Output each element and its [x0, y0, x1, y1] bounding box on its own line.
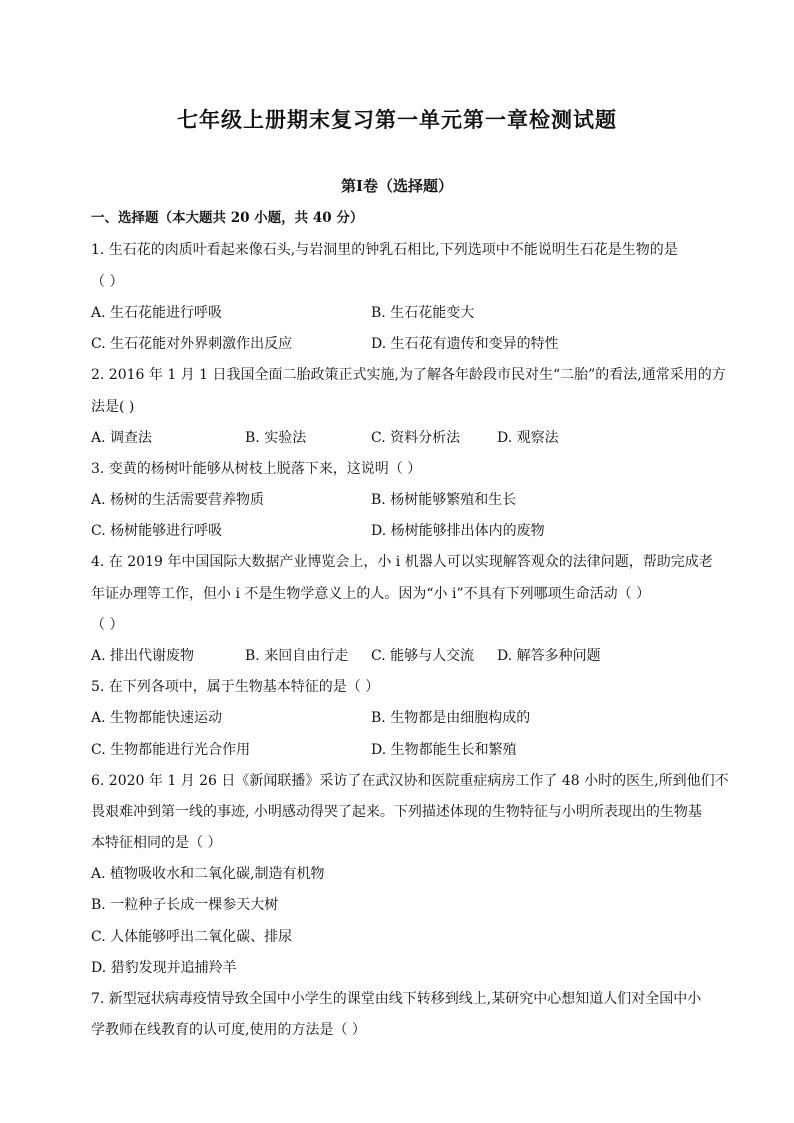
question-3-option-c: C. 杨树能够进行呼吸	[91, 523, 223, 539]
question-1-option-a: A. 生石花能进行呼吸	[91, 305, 223, 321]
question-6-option-d: D. 猎豹发现并追捕羚羊	[91, 960, 237, 976]
question-4-line-3: （ ）	[91, 617, 124, 633]
question-5-option-b: B. 生物都是由细胞构成的	[371, 710, 531, 726]
question-1-option-d: D. 生石花有遗传和变异的特性	[371, 336, 559, 352]
page-title: 七年级上册期末复习第一单元第一章检测试题	[177, 107, 617, 132]
question-2-line-2: 法是( )	[91, 399, 135, 415]
question-6-option-b: B. 一粒种子长成一棵参天大树	[91, 897, 279, 913]
question-2-line-1: 2. 2016 年 1 月 1 日我国全面二胎政策正式实施,为了解各年龄段市民对生“二胎”的看法,通常采用的方	[91, 367, 726, 383]
question-3-option-b: B. 杨树能够繁殖和生长	[371, 492, 517, 508]
section-header: 一、选择题（本大题共 20 小题，共 40 分）	[91, 210, 364, 226]
question-6-option-c: C. 人体能够呼出二氧化碳、排尿	[91, 929, 293, 945]
question-4-line-1: 4. 在 2019 年中国国际大数据产业博览会上，小 i 机器人可以实现解答观众的法律问题，帮助完成老	[91, 554, 713, 570]
question-4-option-d: D. 解答多种问题	[497, 648, 601, 664]
question-2-option-d: D. 观察法	[497, 430, 559, 446]
question-1-line-2: （ ）	[91, 274, 124, 290]
question-3-line-1: 3. 变黄的杨树叶能够从树枝上脱落下来，这说明（ ）	[91, 461, 422, 477]
question-6-option-a: A. 植物吸收水和二氧化碳,制造有机物	[91, 866, 325, 882]
question-1-line-1: 1. 生石花的肉质叶看起来像石头,与岩洞里的钟乳石相比,下列选项中不能说明生石花是生物的是	[91, 242, 678, 258]
question-2-option-c: C. 资料分析法	[371, 430, 461, 446]
question-6-line-2: 畏艰难冲到第一线的事迹, 小明感动得哭了起来。下列描述体现的生物特征与小明所表现出的生物基	[91, 804, 702, 820]
question-4-option-a: A. 排出代谢废物	[91, 648, 195, 664]
question-3-option-a: A. 杨树的生活需要营养物质	[91, 492, 265, 508]
question-5-line-1: 5. 在下列各项中，属于生物基本特征的是（ ）	[91, 679, 380, 695]
question-4-option-c: C. 能够与人交流	[371, 648, 475, 664]
question-2-option-a: A. 调查法	[91, 430, 153, 446]
question-5-option-a: A. 生物都能快速运动	[91, 710, 223, 726]
question-4-option-b: B. 来回自由行走	[245, 648, 349, 664]
question-5-option-d: D. 生物都能生长和繁殖	[371, 742, 517, 758]
question-4-line-2: 年证办理等工作，但小 i 不是生物学意义上的人。因为“小 i”不具有下列哪项生命活动（ ）	[91, 586, 651, 602]
question-3-option-d: D. 杨树能够排出体内的废物	[371, 523, 545, 539]
question-2-option-b: B. 实验法	[245, 430, 307, 446]
question-1-option-c: C. 生石花能对外界刺激作出反应	[91, 336, 293, 352]
question-6-line-1: 6. 2020 年 1 月 26 日《新闻联播》采访了在武汉协和医院重症病房工作了 48 小时的医生,所到他们不	[91, 773, 729, 789]
question-6-line-3: 本特征相同的是（ ）	[91, 835, 222, 851]
question-7-line-1: 7. 新型冠状病毒疫情导致全国中小学生的课堂由线下转移到线上,某研究中心想知道人们对全国中小	[91, 991, 702, 1007]
question-1-option-b: B. 生石花能变大	[371, 305, 475, 321]
question-7-line-2: 学教师在线教育的认可度,使用的方法是（ ）	[91, 1022, 366, 1038]
question-5-option-c: C. 生物都能进行光合作用	[91, 742, 251, 758]
part-title: 第I卷（选择题）	[340, 177, 454, 195]
